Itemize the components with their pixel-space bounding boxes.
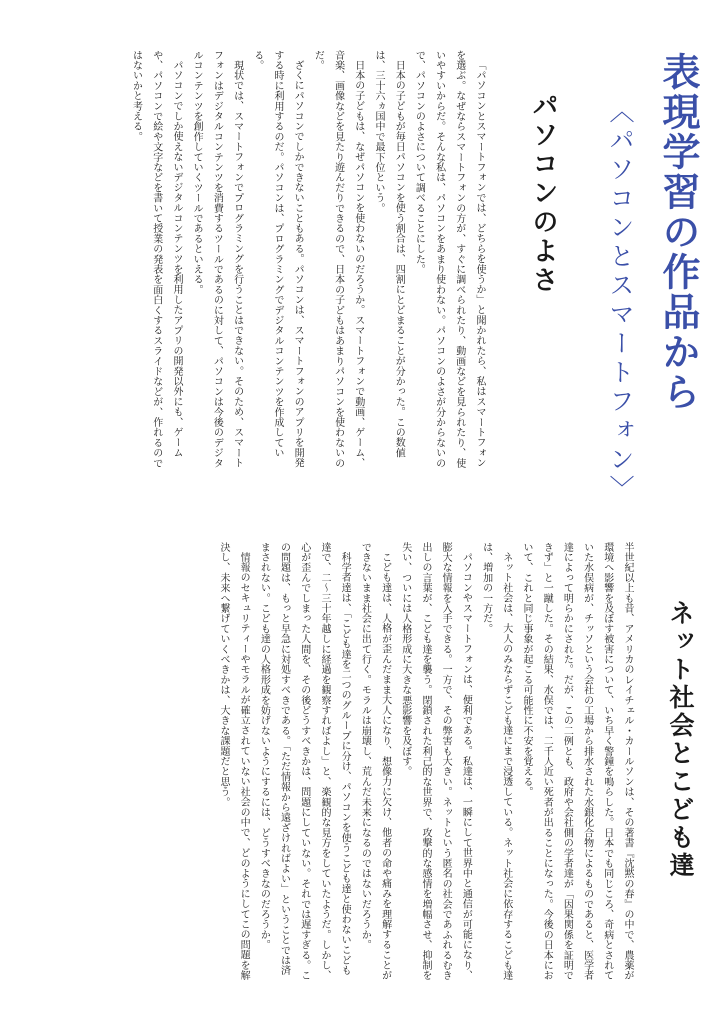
article-1-paragraph: 「パソコンとスマートフォンでは、どちらを使うか」と聞かれたら、私はスマートフォンを選ぶ。なぜならスマートフォンの方が、すぐに調べられたり、動画などを見られたり、使いやすいからだ。そんな私は、パソコンをあまり使わない。パソコンのよさが分からないので、パソコンのよさについて調べることにした。 [413, 50, 485, 469]
banner-subtitle: 〈パソコンとスマートフォン〉 [606, 98, 635, 504]
article-2-paragraph: 情報のセキュリティーやモラルが確立されていない社会の中で、どのようにしてこの問題を解決し、未来へ繋げていくべきかは、大きな課題だと思う。 [217, 542, 250, 981]
article-2-paragraph: 科学者達は、「こども達を二つのグループに分け、パソコンを使うこども達と使わないこども達で、二～三十年越しに経過を観察すればよし」と、楽観的な見方をしていたようだ。しかし、心が歪んでしまった人間を、その後どうすべきかは、問題にしていない。それでは遅すぎる。この問題は、もっと早急に対処すべきである。「ただ情報から遠ざければよい」ということでは済まされない。こども達の人格形成を妨げないようにするには、どうすべきなのだろうか。 [258, 542, 351, 981]
article-2-paragraph: ネット社会は、大人のみならずこども達にまで浸透している。ネット社会に依存するこども達は、増加の一方だ。 [480, 542, 512, 981]
article-2-paragraph: パソコンやスマートフォンは、便利である。私達は、一瞬にして世界中と通信が可能になり、膨大な情報を入手できる。一方で、その弊害も大きい。ネットという匿名の社会であふれるむき出しの言葉が、こども達を襲う。閉鎖された利己的な世界で、攻撃的な感情を増幅させ、抑制を失い、ついには人格形成に大きな悪影響を及ぼす。 [399, 542, 472, 981]
article-1-body [125, 50, 489, 470]
article-1-paragraph: ざくにパソコンでしかできないこともある。パソコンは、スマートフォンのアプリを開発する時に利用するのだ。パソコンは、プログラミングでデジタルコンテンツを作成している。 [251, 50, 304, 468]
banner-title: 表現学習の作品から [656, 52, 700, 412]
article-1-paragraph: 日本の子どもが毎日パソコンを使う割合は、四割にとどまることが分かった。この数値は、三十六ヵ国中で最下位という。 [372, 50, 405, 458]
article-2-title: ネット社会とこども達 [666, 600, 695, 880]
article-2-paragraph: 半世紀以上も昔、アメリカのレイチェル・カールソンは、その著書『沈黙の春』の中で、農薬が環境へ影響を及ぼす被害について、いち早く警鐘を鳴らした。日本でも同じころ、奇病とされていた水俣病が、チッソという会社の工場から排水された水銀化合物によるものであると、医学者達によって明らかにされた。だが、この二例とも、政府や会社側の学者達が「因果関係を証明できず」と一蹴した。その結果、水俣では、二千人近い死者が出ることになった。今後の日本において、これと同じ事象が起こる可能性に不安を覚える。 [520, 542, 633, 981]
article-1-paragraph: パソコンでしか使えないデジタルコンテンツを利用したアプリの開発以外にも、ゲームや、パソコンで絵や文字などを書いて授業の発表を面白くするスライドなどが、作れるのではないかと考える。 [130, 50, 182, 469]
article-1-paragraph: 日本の子どもは、なぜパソコンを使わないのだろうか。スマートフォンで動画、ゲーム、音楽、画像などを見たり遊んだりできるので、日本の子どもはあまりパソコンを使わないのだ。 [312, 50, 364, 469]
article-2-paragraph: こども達は、人格が歪んだまま大人になり、想像力に欠け、他者の命や痛みを理解することができないまま社会に出て行く。モラルは崩壊し、荒んだ未来になるのではないだろうか。 [359, 542, 391, 981]
article-1-title: パソコンのよさ [528, 92, 558, 295]
article-1-paragraph: 現状では、スマートフォンでプログラミングを行うことはできない。そのため、スマートフォンはデジタルコンテンツを消費するツールであるのに対して、パソコンは今後のデジタルコンテンツを創作していくツールであるといえる。 [191, 50, 243, 469]
article-2-body [213, 542, 637, 982]
